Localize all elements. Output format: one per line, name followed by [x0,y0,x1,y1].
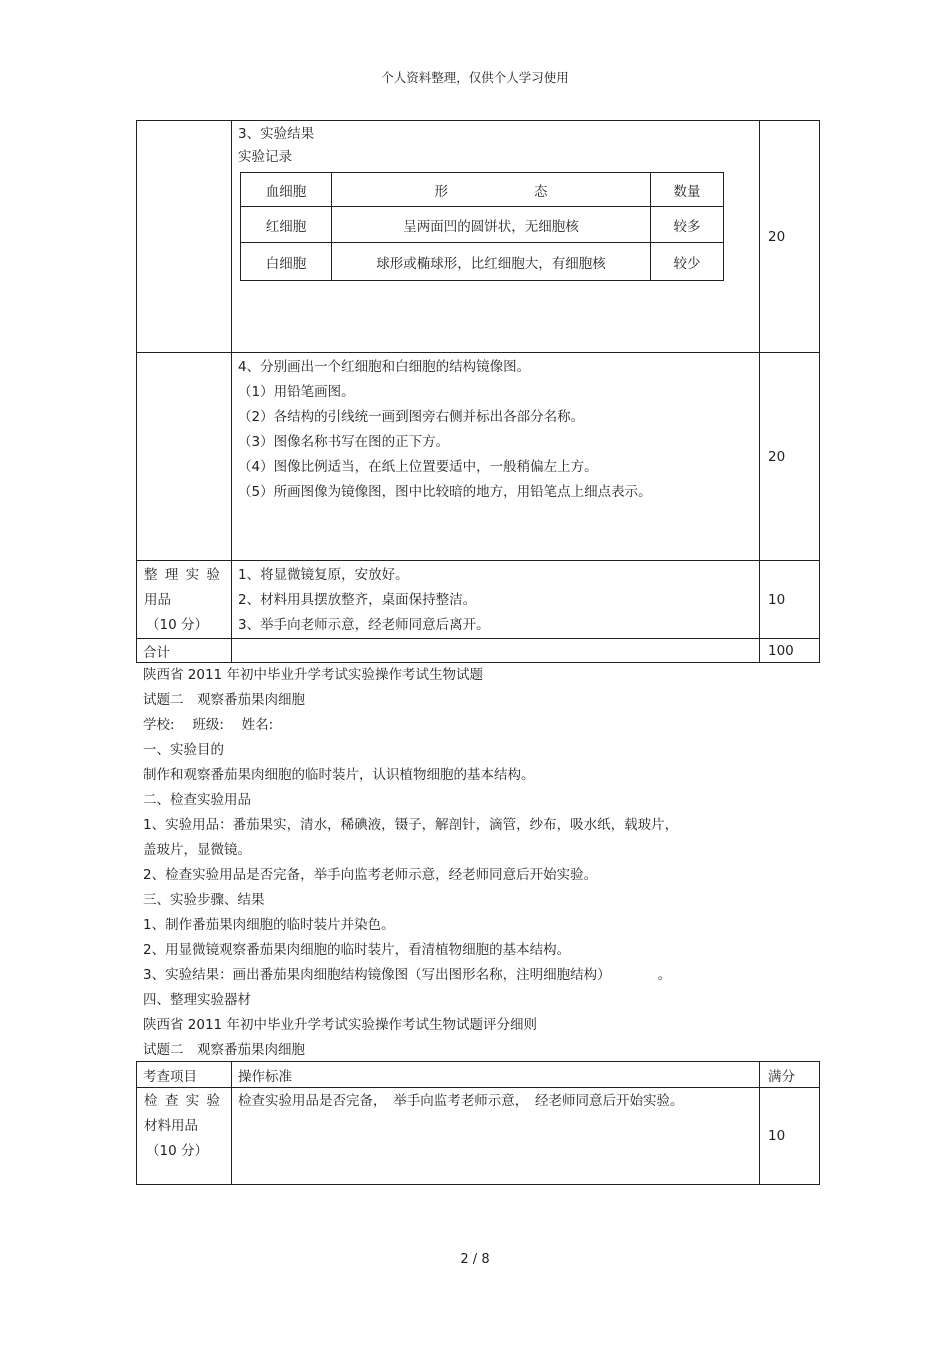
total-label: 合计 [137,639,232,663]
paragraph: 2、用显微镜观察番茄果肉细胞的临时装片，看清植物细胞的基本结构。 [143,942,571,958]
requirement-line: 4、分别画出一个红细胞和白细胞的结构镜像图。 [238,359,531,375]
total-score: 100 [760,639,820,663]
header-cell: 考查项目 [137,1062,232,1088]
header-cell-shape [332,173,651,207]
header-cell: 数量 [651,173,724,207]
total-empty-cell [232,639,760,663]
cleanup-line: 1、将显微镜复原，安放好。 [238,567,409,583]
cell-count: 较多 [651,207,724,243]
score-cell: 20 [760,353,820,561]
blood-cell-record-table [240,172,724,281]
table-row [241,173,724,207]
paragraph: 2、检查实验用品是否完备，举手向监考老师示意，经老师同意后开始实验。 [143,867,598,883]
paragraph: 制作和观察番茄果肉细胞的临时装片，认识植物细胞的基本结构。 [143,767,535,783]
table-row [137,1088,820,1185]
result-subheading: 实验记录 [238,148,292,165]
standard-cell [232,1088,760,1185]
cell-type: 红细胞 [241,207,332,243]
table-row [241,243,724,281]
cell-shape: 呈两面凹的圆饼状，无细胞核 [332,207,651,243]
requirement-line: （3）图像名称书写在图的正下方。 [238,434,450,450]
table-row [241,207,724,243]
category-cell-empty [137,121,232,353]
requirement-line: （4）图像比例适当，在纸上位置要适中，一般稍偏左上方。 [238,459,598,475]
scoring-subtitle: 试题二 观察番茄果肉细胞 [143,1042,305,1058]
exam-subtitle: 试题二 观察番茄果肉细胞 [143,692,305,708]
category-label: 材料用品 [144,1118,198,1134]
category-label: 整理实验 [144,567,220,583]
paragraph: 盖玻片，显微镜。 [143,842,251,858]
paragraph: 3、实验结果：画出番茄果肉细胞结构镜像图（写出图形名称，注明细胞结构） 。 [143,967,672,983]
section-heading: 一、实验目的 [143,742,224,758]
requirement-line: （2）各结构的引线统一画到图旁右侧并标出各部分名称。 [238,409,585,425]
category-points: （10 分） [146,1143,208,1159]
standard-text: 检查实验用品是否完备， 举手向监考老师示意， 经老师同意后开始实验。 [238,1093,684,1109]
scoring-title: 陕西省 2011 年初中毕业升学考试实验操作考试生物试题评分细则 [143,1017,537,1033]
scoring-table-continued [136,120,820,663]
category-label: 用品 [144,592,171,608]
section-heading: 四、整理实验器材 [143,992,251,1008]
drawing-requirements-cell [232,353,760,561]
category-label: 检查实验 [144,1093,220,1109]
score-cell: 10 [760,561,820,639]
requirement-line: （5）所画图像为镜像图，图中比较暗的地方，用铅笔点上细点表示。 [238,484,652,500]
exam-body-text [143,663,823,1063]
cell-shape: 球形或椭球形，比红细胞大，有细胞核 [332,243,651,281]
paragraph: 1、实验用品：番茄果实，清水，稀碘液，镊子，解剖针，滴管，纱布，吸水纸，载玻片， [143,817,679,833]
header-shape-1: 形 [434,183,448,200]
cleanup-cell [232,561,760,639]
section-heading: 三、实验步骤、结果 [143,892,265,908]
total-row [137,639,820,663]
table-header-row [137,1062,820,1088]
table-row [137,121,820,353]
scoring-table [136,1061,820,1185]
category-cell-empty [137,353,232,561]
category-cell [137,1088,232,1185]
cleanup-line: 2、材料用具摆放整齐，桌面保持整洁。 [238,592,477,608]
score-cell: 10 [760,1088,820,1185]
cell-count: 较少 [651,243,724,281]
table-row [137,353,820,561]
header-cell: 满分 [760,1062,820,1088]
paragraph: 1、制作番茄果肉细胞的临时装片并染色。 [143,917,395,933]
category-cell [137,561,232,639]
requirement-line: （1）用铅笔画图。 [238,384,355,400]
header-shape-2: 态 [534,183,548,200]
score-cell: 20 [760,121,820,353]
result-heading: 3、实验结果 [238,126,315,142]
table-row [137,561,820,639]
cleanup-line: 3、举手向老师示意，经老师同意后离开。 [238,617,490,633]
page-header: 个人资料整理，仅供个人学习使用 [381,70,569,85]
section-heading: 二、检查实验用品 [143,792,251,808]
category-points: （10 分） [146,617,208,633]
exam-title: 陕西省 2011 年初中毕业升学考试实验操作考试生物试题 [143,667,483,683]
header-cell: 操作标准 [232,1062,760,1088]
result-cell [232,121,760,353]
page-number: 2 / 8 [460,1252,490,1267]
cell-type: 白细胞 [241,243,332,281]
student-info-line: 学校: 班级: 姓名: [143,717,274,733]
header-cell: 血细胞 [241,173,332,207]
